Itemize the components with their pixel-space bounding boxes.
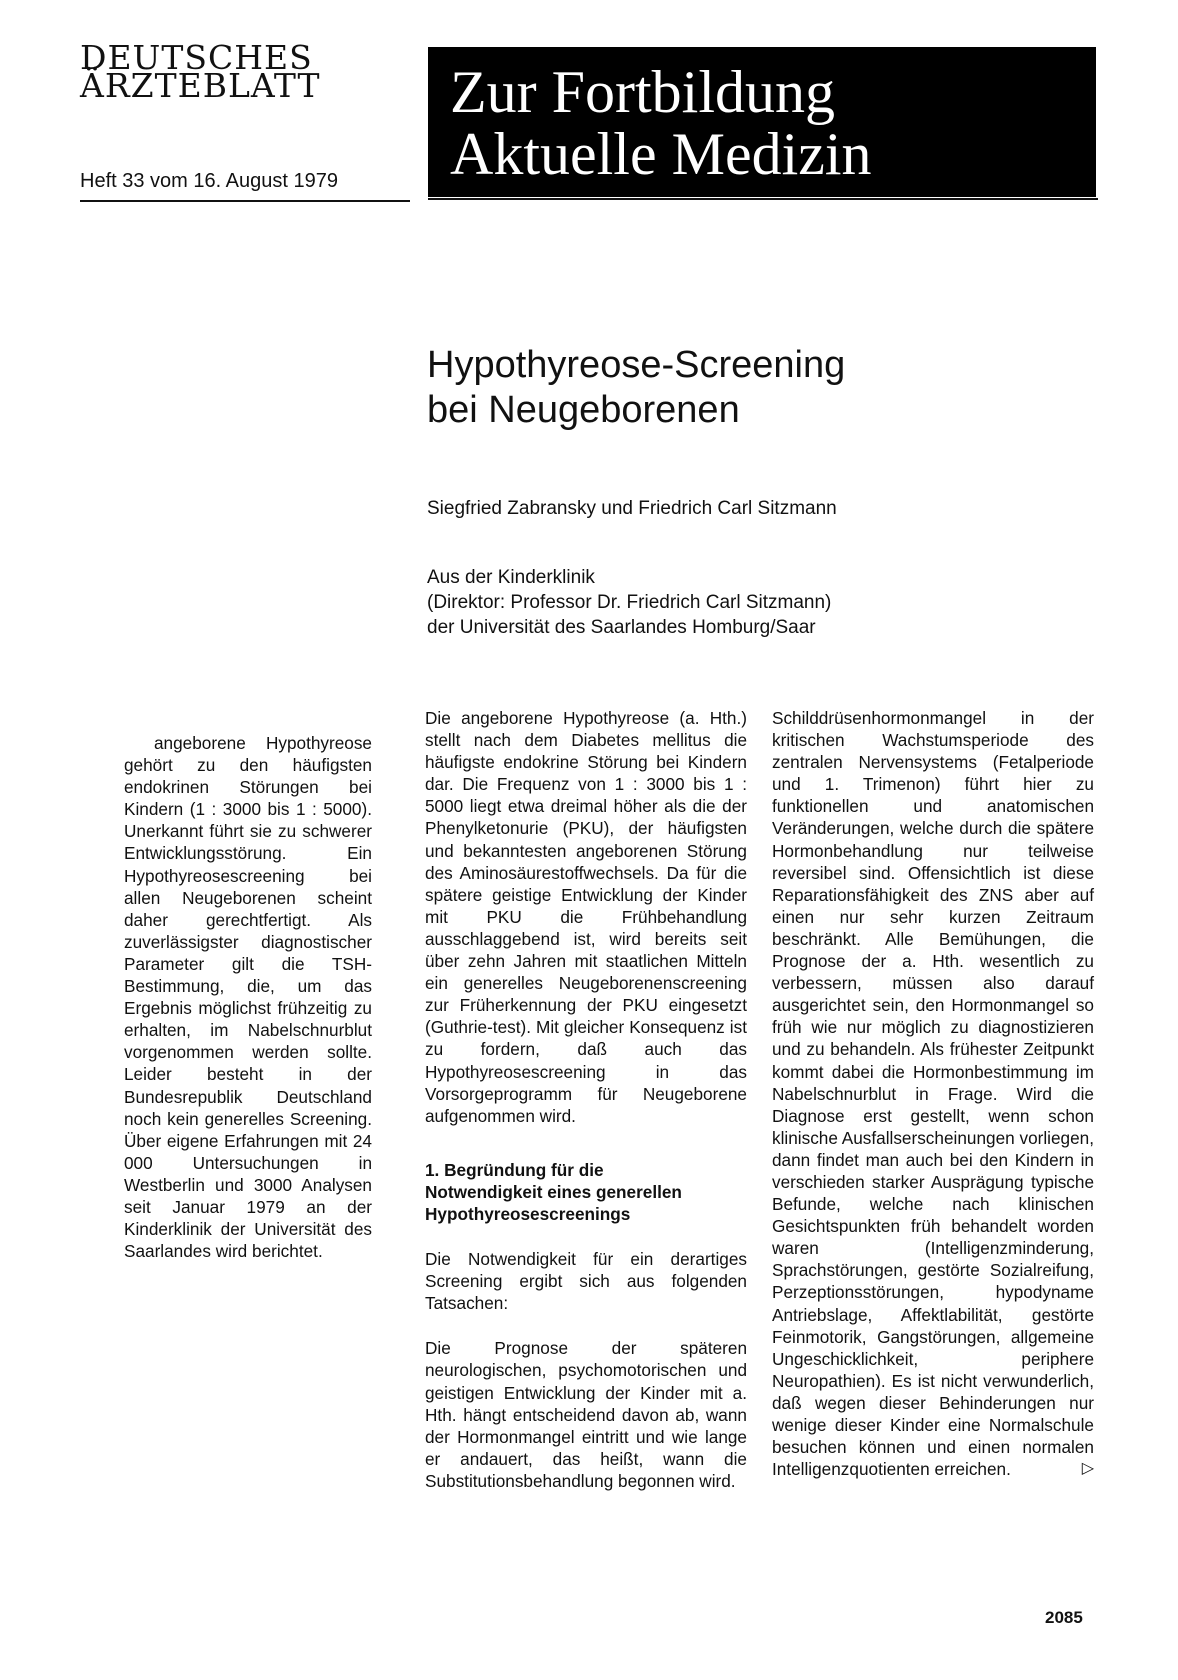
article-title-line2: bei Neugeborenen — [427, 389, 740, 431]
body-paragraph-2: Die Notwendigkeit für ein derartiges Screening ergibt sich aus folgenden Tatsachen: — [425, 1249, 747, 1314]
article-authors: Siegfried Zabransky und Friedrich Carl Sitzmann — [427, 498, 837, 519]
journal-masthead — [80, 38, 380, 105]
body-paragraph-3: Die Prognose der späteren neurologischen, psychomotorischen und geistigen Entwicklung der Kinder mit a. Hth. hängt entscheidend davon ab, wann der Hormonmangel eintritt und wie lange er andauert, das heißt, wann die Substitutionsbehandlung begonnen wird. — [425, 1338, 747, 1491]
journal-name-line2: ÄRZTEBLATT — [80, 66, 321, 105]
section-heading — [425, 1159, 747, 1225]
header-rule-right — [428, 198, 1098, 200]
body-paragraph-col3 — [772, 707, 1094, 1480]
section-heading-line1: 1. Begründung für die — [425, 1159, 604, 1180]
affiliation-line1: Aus der Kinderklinik — [427, 567, 595, 588]
body-column-2 — [425, 707, 747, 1492]
page-number: 2085 — [1045, 1608, 1083, 1627]
section-heading-line2: Notwendigkeit eines generellen — [425, 1181, 682, 1202]
body-column-3 — [772, 707, 1094, 1480]
affiliation-line2: (Direktor: Professor Dr. Friedrich Carl Sitzmann) — [427, 592, 832, 613]
article-affiliation — [427, 565, 831, 640]
issue-info: Heft 33 vom 16. August 1979 — [80, 170, 338, 192]
article-title-line1: Hypothyreose-Screening — [427, 344, 846, 386]
abstract-column — [124, 732, 372, 1262]
header-rule-left — [80, 200, 410, 202]
section-heading-line3: Hypothyreosescreenings — [425, 1203, 631, 1224]
journal-name-line1: DEUTSCHES — [80, 38, 313, 77]
intro-paragraph: Die angeborene Hypothyreose (a. Hth.) stellt nach dem Diabetes mellitus die häufigste endokrine Störung bei Kindern dar. Die Frequenz von 1 : 3000 bis 1 : 5000 liegt etwa dreimal höher als die der Phenylketonurie (PKU), der häufigsten und bekanntesten angeborenen Störung des Aminosäurestoffwechsels. Da für die spätere geistige Entwicklung der Kinder mit PKU die Frühbehandlung ausschlaggebend ist, wird bereits seit über zehn Jahren mit staatlichen Mitteln ein generelles Neugeborenenscreening zur Früherkennung der PKU eingesetzt (Guthrie-test). Mit gleicher Konsequenz ist zu fordern, daß auch das Hypothyreosescreening in das Vorsorgeprogramm für Neugeborene aufgenommen wird. — [425, 708, 747, 1126]
abstract-text: angeborene Hypothyreose gehört zu den häufigsten endokrinen Störungen bei Kindern (1 : 3000 bis 1 : 5000). Unerkannt führt sie zu schwerer Entwicklungsstörung. Ein Hypothyreosescreening bei allen Neugeborenen scheint daher gerechtfertigt. Als zuverlässigster diagnostischer Parameter gilt die TSH-Bestimmung, die, um das Ergebnis möglichst frühzeitig zu erhalten, im Nabelschnurblut vorgenommen werden sollte. Leider besteht in der Bundesrepublik Deutschland noch kein generelles Screening. Über eigene Erfahrungen mit 24 000 Untersuchungen in Westberlin und 3000 Analysen seit Januar 1979 an der Kinderklinik der Universität des Saarlandes wird berichtet. — [124, 733, 372, 1262]
article-title — [427, 343, 845, 433]
continue-arrow-icon: ▷ — [1081, 1460, 1094, 1478]
affiliation-line3: der Universität des Saarlandes Homburg/Saar — [427, 617, 816, 638]
body-paragraph-col3-text: Schilddrüsenhormonmangel in der kritischen Wachstumsperiode des zentralen Nervensystems (Fetalperiode und 1. Trimenon) führt hier zu funktionellen und anatomischen Veränderungen, welche durch die spätere Hormonbehandlung nur teilweise reversibel sind. Offensichtlich ist diese Reparationsfähigkeit des ZNS aber auf einen nur sehr kurzen Zeitraum beschränkt. Alle Bemühungen, die Prognose der a. Hth. wesentlich zu verbessern, müssen also darauf ausgerichtet sein, den Hormonmangel so früh wie nur möglich zu diagnostizieren und zu behandeln. Als frühester Zeitpunkt kommt dabei die Hormonbestimmung im Nabelschnurblut in Frage. Wird die Diagnose erst gestellt, wenn schon klinische Ausfallserscheinungen vorliegen, dann findet man auch bei den Kindern in verschieden starker Ausprägung typische Befunde, welche nach klinischen Gesichtspunkten früh behandelt worden waren (Intelligenzminderung, Sprachstörungen, gestörte Sozialreifung, Perzeptionsstörungen, hypodyname Antriebslage, Affektlabilität, gestörte Feinmotorik, Gangstörungen, allgemeine Ungeschicklichkeit, periphere Neuropathien). Es ist nicht verwunderlich, daß wegen dieser Behinderungen nur wenige dieser Kinder eine Normalschule besuchen können und einen normalen Intelligenzquotienten erreichen. — [772, 708, 1094, 1480]
section-banner-line2: Aktuelle Medizin — [450, 121, 872, 187]
section-banner-line1: Zur Fortbildung — [450, 59, 835, 125]
